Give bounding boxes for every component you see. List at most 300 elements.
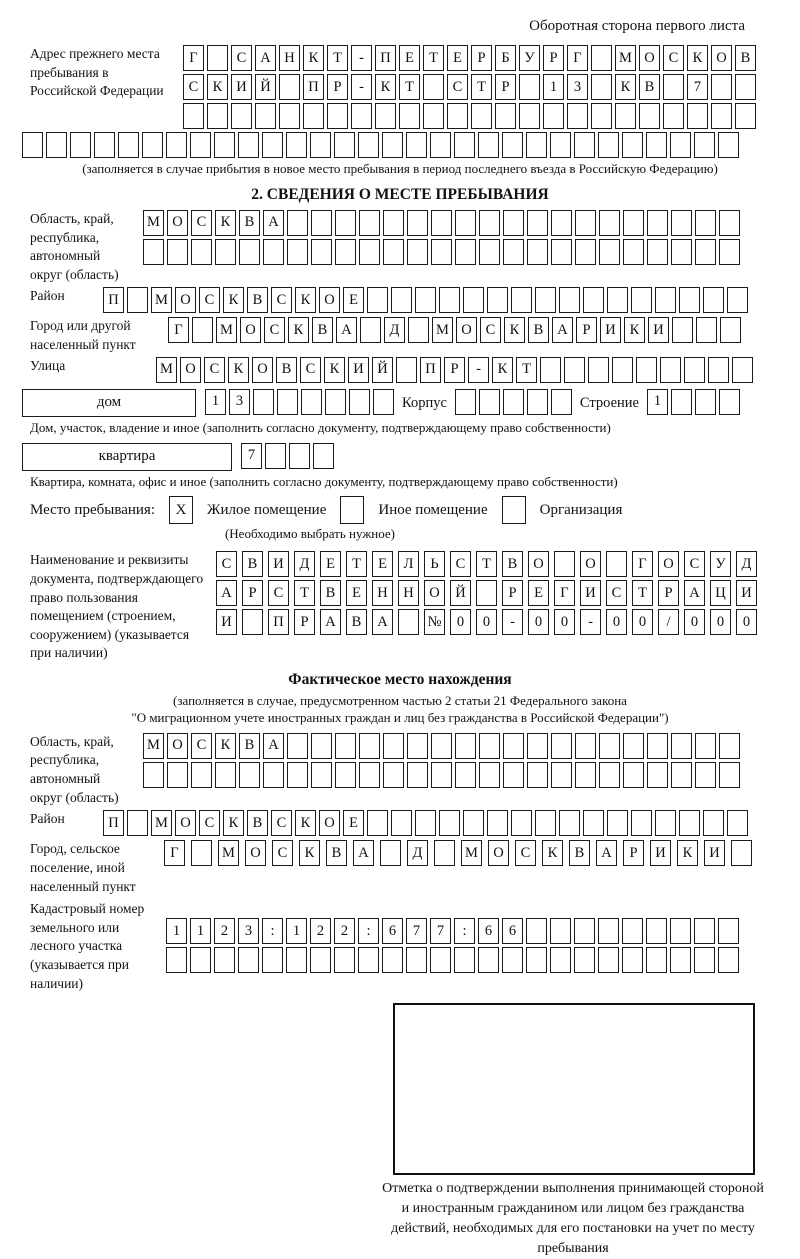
char-cell[interactable] [455, 733, 476, 759]
char-cell[interactable] [407, 762, 428, 788]
char-cell[interactable]: С [684, 551, 705, 577]
char-cell[interactable]: Е [346, 580, 367, 606]
char-cell[interactable] [696, 317, 717, 343]
char-cell[interactable] [335, 210, 356, 236]
char-cell[interactable]: Г [554, 580, 575, 606]
char-cell[interactable] [646, 132, 667, 158]
char-cell[interactable] [479, 762, 500, 788]
char-cell[interactable]: И [348, 357, 369, 383]
char-cell[interactable] [327, 103, 348, 129]
char-cell[interactable] [325, 389, 346, 415]
char-cell[interactable] [479, 733, 500, 759]
char-cell[interactable] [358, 947, 379, 973]
char-cell[interactable] [540, 357, 561, 383]
char-cell[interactable] [423, 74, 444, 100]
char-cell[interactable] [567, 103, 588, 129]
char-cell[interactable] [143, 239, 164, 265]
char-cell[interactable]: - [351, 45, 372, 71]
char-cell[interactable] [191, 840, 212, 866]
char-cell[interactable] [287, 239, 308, 265]
char-cell[interactable]: С [515, 840, 536, 866]
char-cell[interactable] [718, 132, 739, 158]
char-cell[interactable]: Й [255, 74, 276, 100]
char-cell[interactable]: 0 [554, 609, 575, 635]
char-cell[interactable] [526, 132, 547, 158]
char-cell[interactable]: Г [164, 840, 185, 866]
char-cell[interactable] [118, 132, 139, 158]
char-cell[interactable] [349, 389, 370, 415]
char-cell[interactable] [574, 947, 595, 973]
char-cell[interactable] [694, 918, 715, 944]
char-cell[interactable]: Р [543, 45, 564, 71]
char-cell[interactable]: К [223, 287, 244, 313]
char-cell[interactable]: 7 [687, 74, 708, 100]
char-cell[interactable] [238, 947, 259, 973]
char-cell[interactable]: К [295, 287, 316, 313]
char-cell[interactable] [215, 762, 236, 788]
char-cell[interactable] [127, 810, 148, 836]
char-cell[interactable] [455, 762, 476, 788]
char-cell[interactable]: 1 [286, 918, 307, 944]
char-cell[interactable]: К [228, 357, 249, 383]
char-cell[interactable] [732, 357, 753, 383]
char-cell[interactable]: Е [343, 810, 364, 836]
checkbox-inoe-pomeshchenie[interactable] [340, 496, 364, 524]
char-cell[interactable] [574, 132, 595, 158]
char-cell[interactable]: А [336, 317, 357, 343]
char-cell[interactable] [430, 947, 451, 973]
char-cell[interactable] [719, 733, 740, 759]
char-cell[interactable] [526, 918, 547, 944]
char-cell[interactable] [46, 132, 67, 158]
char-cell[interactable] [360, 317, 381, 343]
char-cell[interactable] [503, 239, 524, 265]
char-cell[interactable]: И [580, 580, 601, 606]
char-cell[interactable]: Н [372, 580, 393, 606]
char-cell[interactable] [214, 132, 235, 158]
char-cell[interactable] [143, 762, 164, 788]
char-cell[interactable] [311, 210, 332, 236]
char-cell[interactable] [647, 239, 668, 265]
char-cell[interactable] [511, 287, 532, 313]
char-cell[interactable] [583, 287, 604, 313]
char-cell[interactable] [214, 947, 235, 973]
char-cell[interactable] [502, 132, 523, 158]
char-cell[interactable] [727, 287, 748, 313]
char-cell[interactable] [262, 132, 283, 158]
char-cell[interactable]: М [461, 840, 482, 866]
char-cell[interactable]: 0 [684, 609, 705, 635]
checkbox-zhiloe-pomeshchenie[interactable]: X [169, 496, 193, 524]
char-cell[interactable] [574, 918, 595, 944]
char-cell[interactable] [487, 287, 508, 313]
char-cell[interactable]: С [183, 74, 204, 100]
char-cell[interactable]: М [218, 840, 239, 866]
char-cell[interactable] [70, 132, 91, 158]
char-cell[interactable] [599, 762, 620, 788]
char-cell[interactable] [623, 210, 644, 236]
char-cell[interactable] [383, 762, 404, 788]
char-cell[interactable] [551, 239, 572, 265]
char-cell[interactable]: К [207, 74, 228, 100]
char-cell[interactable] [554, 551, 575, 577]
char-cell[interactable] [519, 74, 540, 100]
char-cell[interactable]: К [215, 210, 236, 236]
char-cell[interactable]: С [204, 357, 225, 383]
char-cell[interactable] [588, 357, 609, 383]
char-cell[interactable] [431, 733, 452, 759]
char-cell[interactable]: 6 [382, 918, 403, 944]
char-cell[interactable] [622, 918, 643, 944]
char-cell[interactable]: А [353, 840, 374, 866]
char-cell[interactable] [191, 239, 212, 265]
char-cell[interactable]: О [488, 840, 509, 866]
char-cell[interactable] [263, 239, 284, 265]
char-cell[interactable] [718, 947, 739, 973]
char-cell[interactable] [431, 762, 452, 788]
char-cell[interactable] [455, 239, 476, 265]
char-cell[interactable] [559, 287, 580, 313]
char-cell[interactable] [359, 733, 380, 759]
char-cell[interactable]: С [450, 551, 471, 577]
dom-type-box[interactable]: дом [22, 389, 196, 417]
char-cell[interactable]: К [303, 45, 324, 71]
char-cell[interactable]: О [240, 317, 261, 343]
char-cell[interactable]: О [175, 287, 196, 313]
kvartira-type-box[interactable]: квартира [22, 443, 232, 471]
char-cell[interactable] [718, 918, 739, 944]
char-cell[interactable]: М [216, 317, 237, 343]
char-cell[interactable] [301, 389, 322, 415]
char-cell[interactable] [684, 357, 705, 383]
char-cell[interactable] [527, 210, 548, 236]
char-cell[interactable]: Т [327, 45, 348, 71]
char-cell[interactable] [382, 132, 403, 158]
char-cell[interactable] [334, 132, 355, 158]
char-cell[interactable]: М [432, 317, 453, 343]
char-cell[interactable] [583, 810, 604, 836]
char-cell[interactable]: 0 [476, 609, 497, 635]
char-cell[interactable]: В [312, 317, 333, 343]
char-cell[interactable] [262, 947, 283, 973]
char-cell[interactable] [408, 317, 429, 343]
char-cell[interactable] [454, 947, 475, 973]
char-cell[interactable]: Г [183, 45, 204, 71]
char-cell[interactable]: Г [567, 45, 588, 71]
char-cell[interactable] [551, 210, 572, 236]
char-cell[interactable]: С [300, 357, 321, 383]
char-cell[interactable]: А [552, 317, 573, 343]
char-cell[interactable] [279, 74, 300, 100]
char-cell[interactable] [265, 443, 286, 469]
char-cell[interactable] [647, 733, 668, 759]
char-cell[interactable] [239, 762, 260, 788]
char-cell[interactable]: А [255, 45, 276, 71]
char-cell[interactable] [671, 389, 692, 415]
char-cell[interactable] [591, 103, 612, 129]
char-cell[interactable]: Р [502, 580, 523, 606]
char-cell[interactable] [623, 239, 644, 265]
char-cell[interactable] [407, 239, 428, 265]
char-cell[interactable]: 1 [543, 74, 564, 100]
char-cell[interactable]: В [247, 287, 268, 313]
char-cell[interactable] [358, 132, 379, 158]
char-cell[interactable] [679, 287, 700, 313]
char-cell[interactable] [286, 947, 307, 973]
char-cell[interactable] [207, 45, 228, 71]
char-cell[interactable] [612, 357, 633, 383]
char-cell[interactable] [527, 733, 548, 759]
char-cell[interactable] [359, 210, 380, 236]
char-cell[interactable]: О [658, 551, 679, 577]
char-cell[interactable]: В [735, 45, 756, 71]
char-cell[interactable]: И [704, 840, 725, 866]
char-cell[interactable] [396, 357, 417, 383]
char-cell[interactable]: С [272, 840, 293, 866]
char-cell[interactable] [415, 810, 436, 836]
char-cell[interactable]: Г [632, 551, 653, 577]
char-cell[interactable]: К [542, 840, 563, 866]
char-cell[interactable] [166, 132, 187, 158]
char-cell[interactable] [591, 74, 612, 100]
char-cell[interactable] [22, 132, 43, 158]
char-cell[interactable] [527, 239, 548, 265]
char-cell[interactable]: В [242, 551, 263, 577]
char-cell[interactable] [479, 239, 500, 265]
char-cell[interactable]: 7 [406, 918, 427, 944]
char-cell[interactable] [238, 132, 259, 158]
char-cell[interactable] [719, 389, 740, 415]
char-cell[interactable]: 2 [214, 918, 235, 944]
char-cell[interactable] [575, 210, 596, 236]
char-cell[interactable] [478, 132, 499, 158]
char-cell[interactable]: О [180, 357, 201, 383]
char-cell[interactable]: К [288, 317, 309, 343]
char-cell[interactable]: 0 [710, 609, 731, 635]
char-cell[interactable]: В [502, 551, 523, 577]
char-cell[interactable] [190, 947, 211, 973]
char-cell[interactable]: 2 [334, 918, 355, 944]
char-cell[interactable] [373, 389, 394, 415]
char-cell[interactable] [575, 762, 596, 788]
char-cell[interactable] [423, 103, 444, 129]
char-cell[interactable] [615, 103, 636, 129]
char-cell[interactable]: Е [343, 287, 364, 313]
char-cell[interactable]: Й [372, 357, 393, 383]
char-cell[interactable]: 1 [205, 389, 226, 415]
char-cell[interactable]: 7 [241, 443, 262, 469]
char-cell[interactable]: О [319, 810, 340, 836]
char-cell[interactable]: И [231, 74, 252, 100]
char-cell[interactable] [239, 239, 260, 265]
char-cell[interactable] [646, 947, 667, 973]
char-cell[interactable]: О [319, 287, 340, 313]
char-cell[interactable]: Р [576, 317, 597, 343]
char-cell[interactable]: С [606, 580, 627, 606]
char-cell[interactable] [286, 132, 307, 158]
char-cell[interactable] [694, 947, 715, 973]
char-cell[interactable]: Ц [710, 580, 731, 606]
char-cell[interactable]: С [191, 210, 212, 236]
char-cell[interactable] [671, 210, 692, 236]
char-cell[interactable]: Т [399, 74, 420, 100]
char-cell[interactable]: К [677, 840, 698, 866]
char-cell[interactable] [535, 810, 556, 836]
char-cell[interactable]: С [199, 287, 220, 313]
char-cell[interactable]: У [710, 551, 731, 577]
char-cell[interactable]: П [303, 74, 324, 100]
char-cell[interactable] [598, 918, 619, 944]
char-cell[interactable] [607, 287, 628, 313]
char-cell[interactable] [623, 762, 644, 788]
char-cell[interactable] [663, 103, 684, 129]
char-cell[interactable] [439, 287, 460, 313]
char-cell[interactable] [311, 733, 332, 759]
char-cell[interactable]: О [167, 733, 188, 759]
char-cell[interactable] [166, 947, 187, 973]
char-cell[interactable]: Н [398, 580, 419, 606]
char-cell[interactable]: М [156, 357, 177, 383]
char-cell[interactable]: Р [658, 580, 679, 606]
char-cell[interactable] [687, 103, 708, 129]
char-cell[interactable] [434, 840, 455, 866]
char-cell[interactable] [559, 810, 580, 836]
char-cell[interactable]: Р [444, 357, 465, 383]
char-cell[interactable]: А [684, 580, 705, 606]
char-cell[interactable] [391, 287, 412, 313]
char-cell[interactable] [719, 239, 740, 265]
char-cell[interactable]: Е [372, 551, 393, 577]
char-cell[interactable]: А [216, 580, 237, 606]
char-cell[interactable] [310, 132, 331, 158]
char-cell[interactable]: О [167, 210, 188, 236]
char-cell[interactable]: С [447, 74, 468, 100]
char-cell[interactable]: Р [242, 580, 263, 606]
char-cell[interactable] [575, 733, 596, 759]
char-cell[interactable] [598, 132, 619, 158]
char-cell[interactable] [606, 551, 627, 577]
char-cell[interactable] [311, 762, 332, 788]
char-cell[interactable]: 0 [736, 609, 757, 635]
char-cell[interactable] [476, 580, 497, 606]
char-cell[interactable]: Е [447, 45, 468, 71]
char-cell[interactable]: О [639, 45, 660, 71]
char-cell[interactable] [735, 74, 756, 100]
char-cell[interactable] [503, 762, 524, 788]
char-cell[interactable]: О [252, 357, 273, 383]
char-cell[interactable] [720, 317, 741, 343]
char-cell[interactable]: / [658, 609, 679, 635]
char-cell[interactable] [335, 239, 356, 265]
char-cell[interactable]: К [624, 317, 645, 343]
char-cell[interactable]: О [245, 840, 266, 866]
char-cell[interactable]: С [480, 317, 501, 343]
char-cell[interactable]: М [143, 733, 164, 759]
char-cell[interactable]: С [231, 45, 252, 71]
char-cell[interactable] [253, 389, 274, 415]
char-cell[interactable] [551, 389, 572, 415]
char-cell[interactable] [639, 103, 660, 129]
char-cell[interactable]: 1 [190, 918, 211, 944]
char-cell[interactable] [383, 239, 404, 265]
char-cell[interactable] [550, 918, 571, 944]
char-cell[interactable]: К [687, 45, 708, 71]
char-cell[interactable] [167, 762, 188, 788]
char-cell[interactable]: М [151, 810, 172, 836]
char-cell[interactable] [455, 389, 476, 415]
char-cell[interactable]: П [420, 357, 441, 383]
char-cell[interactable] [636, 357, 657, 383]
char-cell[interactable]: Т [423, 45, 444, 71]
char-cell[interactable] [550, 947, 571, 973]
char-cell[interactable] [735, 103, 756, 129]
char-cell[interactable] [192, 317, 213, 343]
char-cell[interactable]: : [262, 918, 283, 944]
char-cell[interactable]: Р [495, 74, 516, 100]
char-cell[interactable] [646, 918, 667, 944]
char-cell[interactable] [719, 210, 740, 236]
char-cell[interactable] [622, 132, 643, 158]
char-cell[interactable]: С [663, 45, 684, 71]
char-cell[interactable] [647, 210, 668, 236]
char-cell[interactable] [503, 733, 524, 759]
char-cell[interactable]: К [492, 357, 513, 383]
char-cell[interactable]: К [615, 74, 636, 100]
char-cell[interactable]: В [239, 210, 260, 236]
char-cell[interactable] [242, 609, 263, 635]
char-cell[interactable] [551, 762, 572, 788]
char-cell[interactable]: И [648, 317, 669, 343]
char-cell[interactable] [407, 210, 428, 236]
char-cell[interactable]: И [216, 609, 237, 635]
char-cell[interactable]: К [295, 810, 316, 836]
char-cell[interactable]: 0 [528, 609, 549, 635]
char-cell[interactable] [431, 239, 452, 265]
char-cell[interactable]: П [103, 287, 124, 313]
char-cell[interactable] [655, 287, 676, 313]
char-cell[interactable] [398, 609, 419, 635]
char-cell[interactable] [543, 103, 564, 129]
char-cell[interactable]: К [375, 74, 396, 100]
char-cell[interactable] [335, 733, 356, 759]
char-cell[interactable]: 6 [478, 918, 499, 944]
char-cell[interactable]: А [320, 609, 341, 635]
char-cell[interactable]: С [271, 810, 292, 836]
char-cell[interactable] [503, 210, 524, 236]
char-cell[interactable] [367, 287, 388, 313]
char-cell[interactable] [575, 239, 596, 265]
char-cell[interactable] [463, 810, 484, 836]
char-cell[interactable]: Н [279, 45, 300, 71]
char-cell[interactable]: 0 [632, 609, 653, 635]
char-cell[interactable] [599, 210, 620, 236]
char-cell[interactable]: Г [168, 317, 189, 343]
char-cell[interactable] [463, 287, 484, 313]
char-cell[interactable]: И [736, 580, 757, 606]
char-cell[interactable] [142, 132, 163, 158]
char-cell[interactable] [431, 210, 452, 236]
char-cell[interactable]: 3 [567, 74, 588, 100]
char-cell[interactable]: В [276, 357, 297, 383]
char-cell[interactable] [663, 74, 684, 100]
char-cell[interactable] [487, 810, 508, 836]
char-cell[interactable] [672, 317, 693, 343]
char-cell[interactable] [527, 389, 548, 415]
char-cell[interactable]: - [502, 609, 523, 635]
char-cell[interactable] [277, 389, 298, 415]
char-cell[interactable]: 1 [647, 389, 668, 415]
char-cell[interactable] [167, 239, 188, 265]
